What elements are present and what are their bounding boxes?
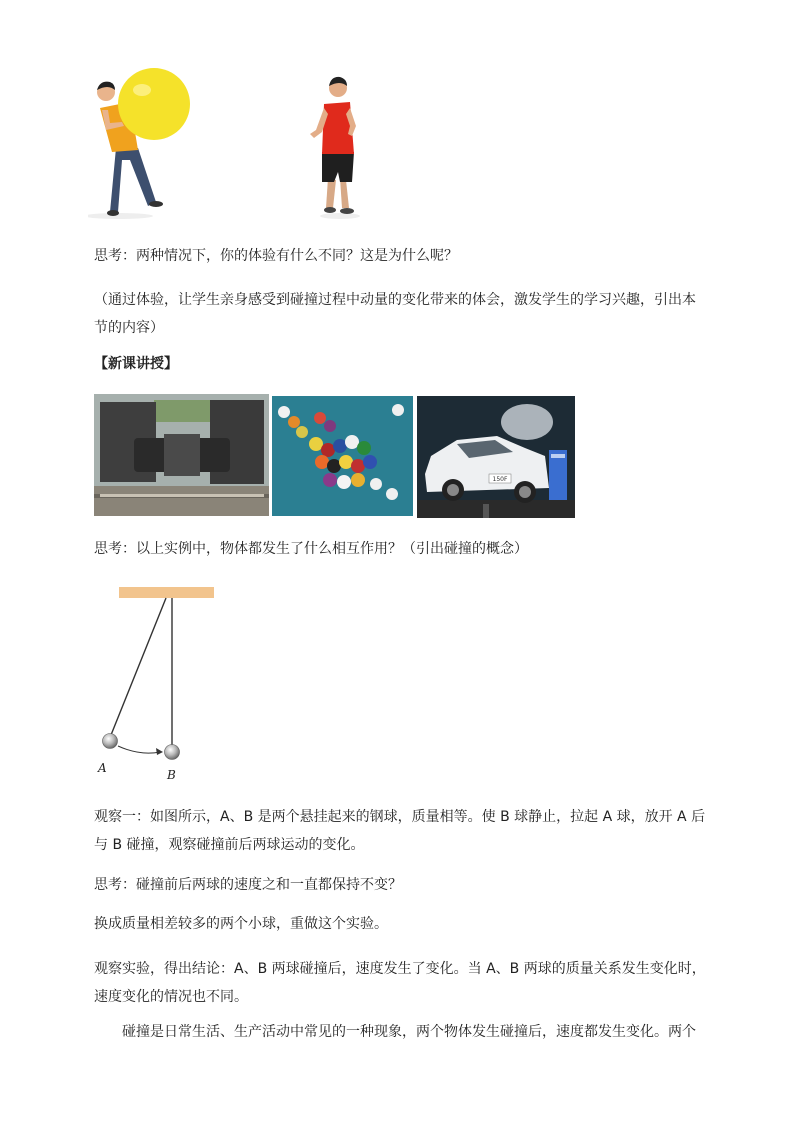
redo-experiment: 换成质量相差较多的两个小球，重做这个实验。 bbox=[94, 916, 388, 932]
ball-a-label: A bbox=[98, 761, 107, 775]
ball-b-label: B bbox=[167, 768, 176, 782]
collision-intro: 碰撞是日常生活、生产活动中常见的一种现象，两个物体发生碰撞后，速度都发生变化。两个 bbox=[122, 1024, 696, 1040]
section-heading: 【新课讲授】 bbox=[94, 356, 178, 372]
think-question-3: 思考：碰撞前后两球的速度之和一直都保持不变？ bbox=[94, 877, 402, 893]
pendulum-diagram bbox=[90, 580, 230, 785]
train-coupler-photo bbox=[94, 394, 269, 516]
think-question-2: 思考：以上实例中，物体都发生了什么相互作用？（引出碰撞的概念） bbox=[94, 541, 528, 557]
student-with-balloon bbox=[88, 68, 190, 219]
experiment-conclusion: 观察实验，得出结论：A、B 两球碰撞后，速度发生了变化。当 A、B 两球的质量关系发生变化时，速度变化的情况也不同。 bbox=[94, 961, 706, 1005]
think-question-1: 思考：两种情况下，你的体验有什么不同？这是为什么呢？ bbox=[94, 248, 458, 264]
string-a bbox=[111, 598, 166, 735]
observation-one: 观察一：如图所示，A、B 是两个悬挂起来的钢球，质量相等。使 B 球静止，拉起 A 球，放开 A 后与 B 碰撞，观察碰撞前后两球运动的变化。 bbox=[94, 809, 706, 853]
car-plate-text: 150F bbox=[492, 476, 508, 483]
billiard-balls-photo bbox=[272, 396, 413, 516]
motion-arrow bbox=[118, 746, 160, 753]
students-illustration bbox=[88, 68, 378, 220]
activity-note: （通过体验，让学生亲身感受到碰撞过程中动量的变化带来的体会，激发学生的学习兴趣，引出本节的内容） bbox=[94, 292, 696, 336]
ball-a bbox=[103, 734, 118, 749]
car-crash-test-photo bbox=[417, 396, 575, 518]
ceiling-bar bbox=[119, 587, 214, 598]
motion-arrowhead bbox=[156, 748, 163, 755]
ball-b bbox=[165, 745, 180, 760]
student-in-red bbox=[310, 77, 360, 219]
